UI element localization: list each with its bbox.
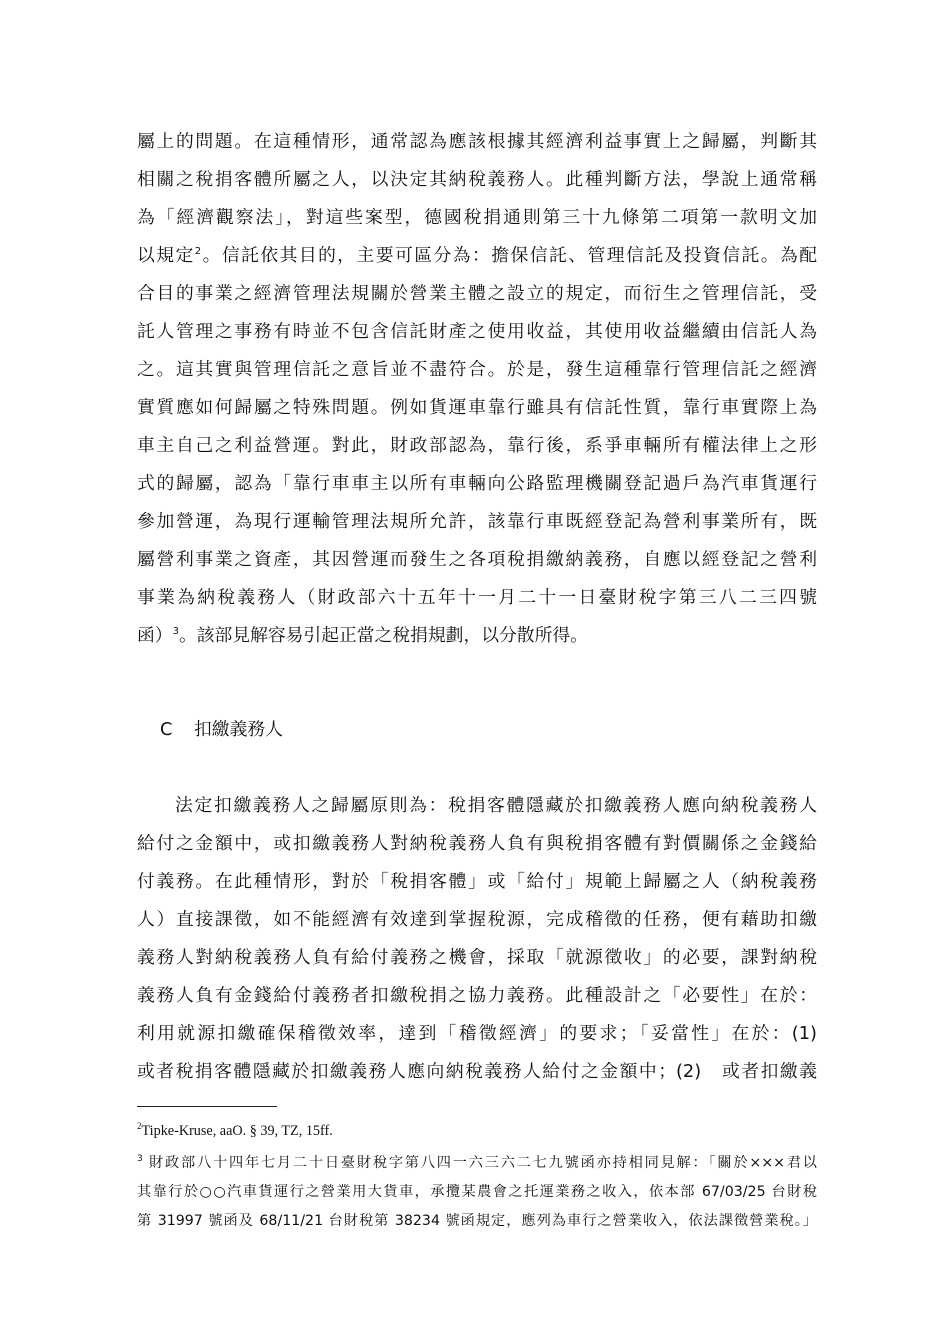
footnote-ref-2: 2 [194,246,202,257]
body-line: 付義務。在此種情形，對於「稅捐客體」或「給付」規範上歸屬之人（納稅義務 [137,871,817,892]
body-line: 實質應如何歸屬之特殊問題。例如貨運車靠行雖具有信託性質，靠行車實際上為 [137,397,817,418]
body-line: 車主自己之利益營運。對此，財政部認為，靠行後，系爭車輛所有權法律上之形 [137,435,817,456]
section-title: 扣繳義務人 [194,719,283,740]
footnote-2 [137,1118,817,1144]
body-line: 參加營運，為現行運輸管理法規所允許，該靠行車既經登記為營利事業所有，既 [137,511,817,532]
footnote-text: 財政部八十四年七月二十日臺財稅字第八四一六三六二七九號函亦持相同見解：「關於×××君以 [142,1155,817,1171]
body-line: 義務人負有金錢給付義務者扣繳稅捐之協力義務。此種設計之「必要性」在於： [137,985,817,1006]
footnote-3-line: 第 31997 號函及 68/11/21 台財稅第 38234 號函規定，應列為車行之營業收入，依法課徵營業稅。」 [137,1213,817,1229]
body-line: 式的歸屬，認為「靠行車車主以所有車輛向公路監理機關登記過戶為汽車貨運行 [137,473,817,494]
body-text: 以規定 [137,245,195,266]
body-line: 屬上的問題。在這種情形，通常認為應該根據其經濟利益事實上之歸屬，判斷其 [137,131,817,152]
body-line: 或者稅捐客體隱藏於扣繳義務人應向納稅義務人給付之金額中；(2) 或者扣繳義 [137,1061,817,1082]
footnote-3-line: 其靠行於○○汽車貨運行之營業用大貨車，承攬某農會之托運業務之收入，依本部 67/03/25 台財稅 [137,1184,817,1200]
body-text: 。該部見解容易引起正當之稅捐規劃，以分散所得。 [178,625,588,646]
body-line: 事業為納稅義務人（財政部六十五年十一月二十一日臺財稅字第三八二三四號 [137,587,817,608]
body-line: 法定扣繳義務人之歸屬原則為：稅捐客體隱藏於扣繳義務人應向納稅義務人 [175,795,817,816]
footnote-3-line [137,1150,817,1176]
body-line: 為「經濟觀察法」，對這些案型，德國稅捐通則第三十九條第二項第一款明文加 [137,207,817,228]
body-line: 屬營利事業之資產，其因營運而發生之各項稅捐繳納義務，自應以經登記之營利 [137,549,817,570]
body-line: 義務人對納稅義務人負有給付義務之機會，採取「就源徵收」的必要，課對納稅 [137,947,817,968]
body-line [137,621,817,651]
body-line [137,241,817,271]
footnote-text: Tipke-Kruse, aaO. § 39, TZ, 15ff. [141,1123,333,1139]
body-line: 合目的事業之經濟管理法規關於營業主體之設立的規定，而衍生之管理信託，受 [137,283,817,304]
footnote-separator [137,1106,277,1107]
body-text: 函） [137,625,173,646]
footnote-number: 3 [137,1154,143,1164]
body-line: 之。這其實與管理信託之意旨並不盡符合。於是，發生這種靠行管理信託之經濟 [137,359,817,380]
body-line: 人）直接課徵，如不能經濟有效達到掌握稅源，完成稽徵的任務，便有藉助扣繳 [137,909,817,930]
section-heading [160,715,283,745]
body-line: 給付之金額中，或扣繳義務人對納稅義務人負有與稅捐客體有對價關係之金錢給 [137,833,817,854]
footnote-ref-3: 3 [172,626,179,637]
footnote-number: 2 [137,1121,142,1131]
body-line: 託人管理之事務有時並不包含信託財產之使用收益，其使用收益繼續由信託人為 [137,321,817,342]
body-text: 。信託依其目的，主要可區分為：擔保信託、管理信託及投資信託。為配 [201,245,817,266]
section-letter: C [160,719,173,740]
body-line: 相關之稅捐客體所屬之人，以決定其納稅義務人。此種判斷方法，學說上通常稱 [137,169,817,190]
body-line: 利用就源扣繳確保稽徵效率，達到「稽徵經濟」的要求；「妥當性」在於：(1) [137,1023,817,1044]
